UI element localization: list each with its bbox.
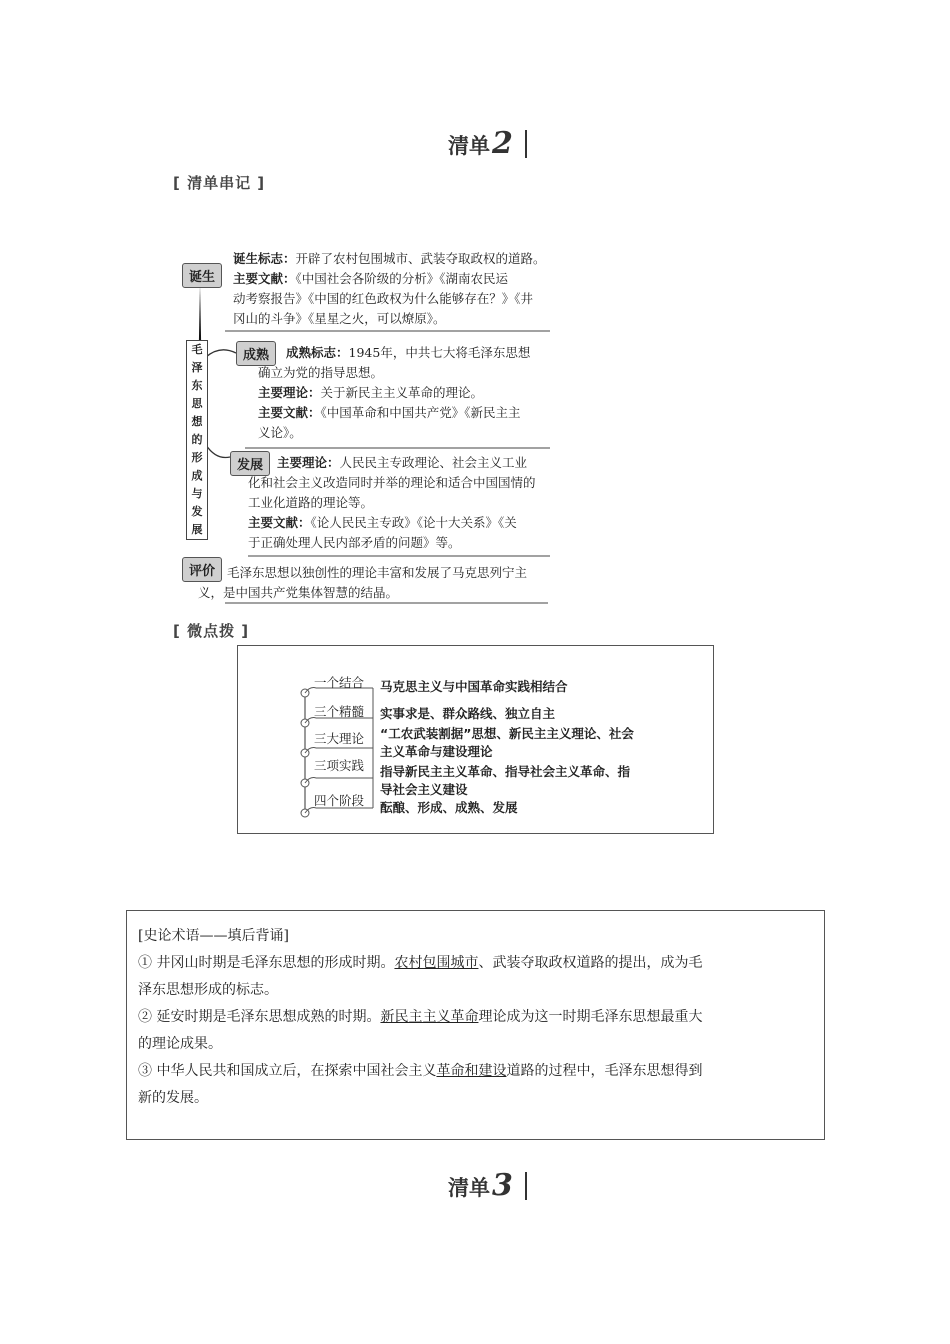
micro-text-3: “工农武装割据”思想、新民主主义理论、社会 主义革命与建设理论	[380, 726, 634, 759]
micro-text-4: 指导新民主主义革命、指导社会主义革命、指 导社会主义建设	[380, 764, 631, 797]
mature-text-rest: 确立为党的指导思想。 主要理论：关于新民主主义革命的理论。 主要文献：《中国革命和中国共产党》《新民主主 义论》。	[258, 365, 521, 440]
terms-item-2-cont: 的理论成果。	[138, 1036, 222, 1052]
mindmap	[170, 245, 570, 615]
evaluate-text-rest: 义，是中国共产党集体智慧的结晶。	[198, 585, 399, 600]
evaluate-text: 毛泽东思想以独创性的理论丰富和发展了马克思列宁主	[227, 565, 528, 580]
section-heading-number: 2	[492, 126, 513, 161]
terms-item-1: ① 井冈山时期是毛泽东思想的形成时期。农村包围城市、武装夺取政权道路的提出，成为毛	[138, 955, 703, 971]
micro-label-1: 一个结合	[314, 675, 365, 690]
micro-text-1: 马克思主义与中国革命实践相结合	[380, 679, 568, 694]
micro-label-3: 三大理论	[314, 731, 365, 746]
terms-item-3-cont: 新的发展。	[138, 1090, 208, 1106]
micro-text-2: 实事求是、群众路线、独立自主	[380, 706, 556, 721]
terms-title: [史论术语——填后背诵]	[138, 928, 289, 944]
section-heading-number: 3	[492, 1168, 513, 1203]
develop-text-rest: 化和社会主义改造同时并举的理论和适合中国国情的 工业化道路的理论等。 主要文献：《论人民民主专政》《论十大关系》《关 于正确处理人民内部矛盾的问题》等。	[248, 475, 536, 550]
micro-text-5: 酝酿、形成、成熟、发展	[380, 800, 518, 815]
mature-text: 成熟标志：1945年，中共七大将毛泽东思想	[286, 345, 531, 360]
birth-text: 诞生标志：开辟了农村包围城市、武装夺取政权的道路。 主要文献：《中国社会各阶级的分析》《湖南农民运 动考察报告》《中国的红色政权为什么能够存在？》《井 冈山的斗争》《星星之火，可以燎原》。	[233, 251, 546, 326]
summary-label: [ 清单串记 ]	[173, 174, 266, 192]
terms-item-2: ② 延安时期是毛泽东思想成熟的时期。新民主主义革命理论成为这一时期毛泽东思想最重大	[138, 1009, 703, 1025]
terms-item-3: ③ 中华人民共和国成立后，在探索中国社会主义革命和建设道路的过程中，毛泽东思想得到	[138, 1063, 703, 1079]
section-heading-label: 清单	[448, 1176, 490, 1200]
mindmap-center-title: 毛 泽 东 思 想 的 形 成 与 发 展	[186, 340, 208, 540]
micro-label-5: 四个阶段	[314, 793, 365, 808]
tips-label: [ 微点拨 ]	[173, 622, 250, 640]
terms-box	[126, 910, 825, 1140]
heading-divider	[525, 130, 527, 158]
tag-birth: 诞生	[182, 263, 222, 288]
micro-label-2: 三个精髓	[314, 704, 365, 719]
section-heading-list3	[448, 1168, 527, 1203]
section-heading-list2	[448, 126, 527, 161]
develop-text: 主要理论：人民民主专政理论、社会主义工业	[277, 455, 528, 470]
tag-evaluate: 评价	[182, 557, 222, 582]
micro-tips-box	[237, 645, 714, 834]
tag-develop: 发展	[230, 451, 270, 476]
micro-label-4: 三项实践	[314, 758, 365, 773]
heading-divider	[525, 1172, 527, 1200]
section-heading-label: 清单	[448, 134, 490, 158]
terms-item-1-cont: 泽东思想形成的标志。	[138, 982, 278, 998]
tag-mature: 成熟	[236, 341, 276, 366]
